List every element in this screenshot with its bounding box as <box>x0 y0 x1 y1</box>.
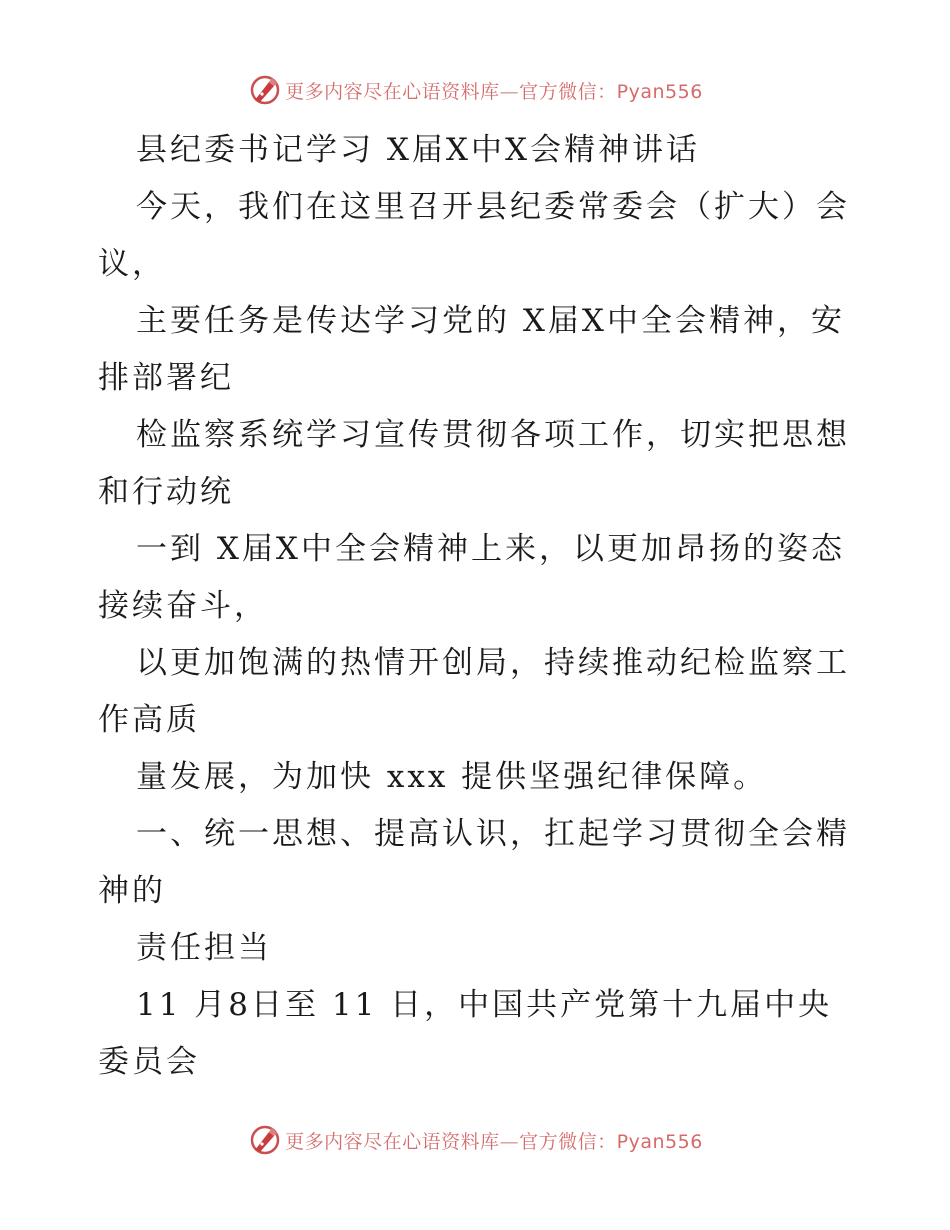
paragraph-line: 主要任务是传达学习党的 X届X中全会精神，安 <box>136 303 845 339</box>
pen-nib-logo-icon <box>247 1122 283 1158</box>
document-title: 县纪委书记学习 X届X中X会精神讲话 <box>136 132 701 168</box>
paragraph-line: 作高质 <box>98 702 200 738</box>
watermark-text: 更多内容尽在心语资料库—官方微信：Pyan556 <box>285 80 703 103</box>
pen-nib-logo-icon <box>247 72 283 108</box>
paragraph-line: 量发展，为加快 xxx 提供坚强纪律保障。 <box>136 759 768 795</box>
paragraph-line: 一到 X届X中全会精神上来，以更加昂扬的姿态 <box>136 531 845 567</box>
watermark-text: 更多内容尽在心语资料库—官方微信：Pyan556 <box>285 1130 703 1153</box>
paragraph-line: 委员会 <box>98 1044 200 1080</box>
paragraph-line: 排部署纪 <box>98 360 234 396</box>
paragraph-line: 检监察系统学习宣传贯彻各项工作，切实把思想 <box>136 417 850 453</box>
paragraph-line: 议， <box>98 246 166 282</box>
paragraph-line: 今天，我们在这里召开县纪委常委会（扩大）会 <box>136 189 850 225</box>
paragraph-line: 以更加饱满的热情开创局，持续推动纪检监察工 <box>136 645 850 681</box>
section-heading-continued: 神的 <box>98 873 166 909</box>
section-heading-continued: 责任担当 <box>136 930 272 966</box>
footer-watermark <box>0 1120 950 1160</box>
paragraph-line: 11 月8日至 11 日，中国共产党第十九届中央 <box>136 987 833 1023</box>
paragraph-line: 和行动统 <box>98 474 234 510</box>
section-heading: 一、统一思想、提高认识，扛起学习贯彻全会精 <box>136 816 850 852</box>
paragraph-line: 接续奋斗， <box>98 588 268 624</box>
header-watermark <box>0 70 950 110</box>
document-body <box>98 122 858 1091</box>
